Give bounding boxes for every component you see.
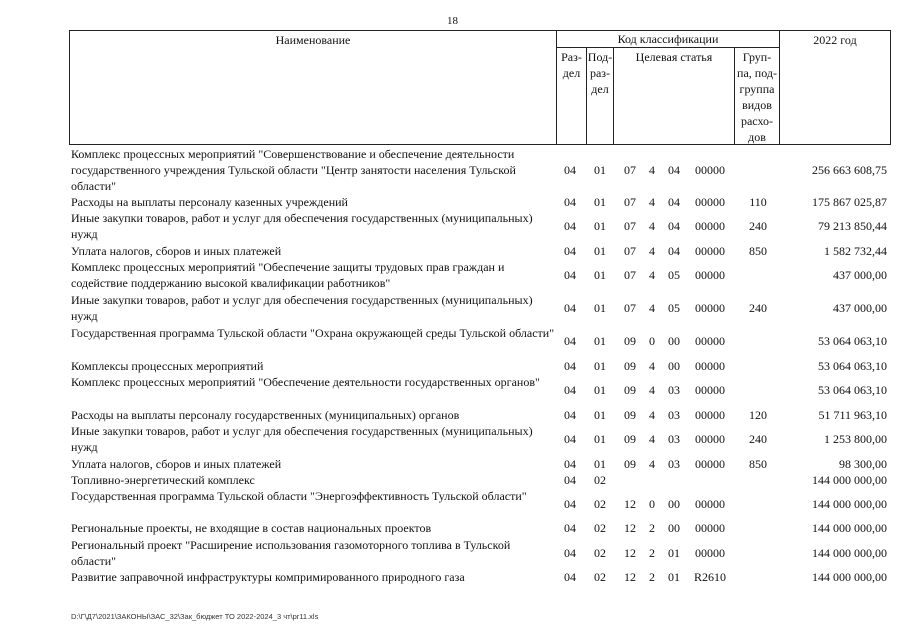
row-name: Иные закупки товаров, работ и услуг для обеспечения государственных (муниципальных) нужд <box>71 293 533 323</box>
row-name: Региональный проект "Расширение использования газомоторного топлива в Тульской области" <box>71 538 511 568</box>
podrazdel-cell: 01 <box>594 301 606 315</box>
target-part4: 00000 <box>695 301 725 315</box>
target-part3: 03 <box>668 432 680 446</box>
row-name: Государственная программа Тульской области "Энергоэффективность Тульской области" <box>71 489 527 503</box>
amount-cell: 144 000 000,00 <box>812 497 887 511</box>
table-row <box>71 537 891 569</box>
target-part4: 00000 <box>695 268 725 282</box>
amount-cell: 437 000,00 <box>833 301 887 315</box>
target-part3: 00 <box>668 521 680 535</box>
row-name: Уплата налогов, сборов и иных платежей <box>71 457 282 471</box>
razdel-cell: 04 <box>564 408 576 422</box>
table-row <box>71 569 891 585</box>
header-name-cell <box>69 30 557 145</box>
target-part2: 4 <box>649 268 655 282</box>
target-part4: 00000 <box>695 359 725 373</box>
header-podrazdel-cell <box>586 47 614 145</box>
razdel-cell: 04 <box>564 383 576 397</box>
podrazdel-cell: 02 <box>594 497 606 511</box>
group-cell: 850 <box>749 457 767 471</box>
header-razdel: Раз- дел <box>561 50 582 80</box>
header-podrazdel: Под- раз- дел <box>587 50 613 96</box>
target-part2: 4 <box>649 408 655 422</box>
target-part2: 4 <box>649 383 655 397</box>
row-name: Комплекс процессных мероприятий "Совершенствование и обеспечение деятельности государственного учреждения Тульской области "Центр занятости населения Тульской области" <box>71 147 516 193</box>
row-name: Уплата налогов, сборов и иных платежей <box>71 244 282 258</box>
target-part4: 00000 <box>695 546 725 560</box>
table-row <box>71 292 891 324</box>
razdel-cell: 04 <box>564 219 576 233</box>
table-row <box>71 374 891 406</box>
header-year-cell <box>779 30 891 145</box>
podrazdel-cell: 02 <box>594 546 606 560</box>
target-part4: 00000 <box>695 163 725 177</box>
target-part2: 2 <box>649 570 655 584</box>
target-part3: 03 <box>668 408 680 422</box>
row-name: Развитие заправочной инфраструктуры компримированного природного газа <box>71 570 465 584</box>
target-part2: 4 <box>649 359 655 373</box>
podrazdel-cell: 01 <box>594 359 606 373</box>
podrazdel-cell: 01 <box>594 163 606 177</box>
amount-cell: 256 663 608,75 <box>812 163 887 177</box>
group-cell: 240 <box>749 301 767 315</box>
podrazdel-cell: 01 <box>594 219 606 233</box>
podrazdel-cell: 01 <box>594 408 606 422</box>
row-name: Расходы на выплаты персоналу казенных учреждений <box>71 195 348 209</box>
group-cell: 850 <box>749 244 767 258</box>
podrazdel-cell: 01 <box>594 244 606 258</box>
target-part4: 00000 <box>695 383 725 397</box>
amount-cell: 144 000 000,00 <box>812 521 887 535</box>
razdel-cell: 04 <box>564 301 576 315</box>
table-row <box>71 146 891 194</box>
table-row <box>71 259 891 291</box>
target-part3: 05 <box>668 301 680 315</box>
table-row <box>71 325 891 357</box>
razdel-cell: 04 <box>564 359 576 373</box>
header-year: 2022 год <box>813 33 857 47</box>
target-part1: 12 <box>624 546 636 560</box>
target-part1: 07 <box>624 163 636 177</box>
target-part4: 00000 <box>695 244 725 258</box>
target-part1: 07 <box>624 219 636 233</box>
target-part1: 07 <box>624 195 636 209</box>
target-part3: 04 <box>668 195 680 209</box>
target-part1: 12 <box>624 570 636 584</box>
podrazdel-cell: 01 <box>594 268 606 282</box>
table-row <box>71 520 891 536</box>
podrazdel-cell: 01 <box>594 334 606 348</box>
target-part3: 01 <box>668 570 680 584</box>
target-part4: 00000 <box>695 457 725 471</box>
target-part4: 00000 <box>695 521 725 535</box>
table-row <box>71 423 891 455</box>
row-name: Региональные проекты, не входящие в состав национальных проектов <box>71 521 432 535</box>
target-part2: 0 <box>649 497 655 511</box>
target-part1: 12 <box>624 521 636 535</box>
razdel-cell: 04 <box>564 570 576 584</box>
group-cell: 240 <box>749 432 767 446</box>
table-row <box>71 358 891 374</box>
target-part1: 09 <box>624 408 636 422</box>
target-part4: 00000 <box>695 219 725 233</box>
amount-cell: 98 300,00 <box>839 457 887 471</box>
target-part2: 2 <box>649 521 655 535</box>
razdel-cell: 04 <box>564 334 576 348</box>
row-name: Топливно-энергетический комплекс <box>71 473 255 487</box>
podrazdel-cell: 01 <box>594 457 606 471</box>
target-part4: 00000 <box>695 432 725 446</box>
table-row <box>71 488 891 520</box>
razdel-cell: 04 <box>564 497 576 511</box>
row-name: Иные закупки товаров, работ и услуг для обеспечения государственных (муниципальных) нужд <box>71 424 533 454</box>
target-part1: 07 <box>624 244 636 258</box>
amount-cell: 53 064 063,10 <box>818 359 887 373</box>
target-part3: 00 <box>668 334 680 348</box>
header-code: Код классификации <box>617 32 719 46</box>
table-row <box>71 407 891 423</box>
target-part2: 2 <box>649 546 655 560</box>
target-part2: 4 <box>649 163 655 177</box>
target-part3: 04 <box>668 163 680 177</box>
row-name: Расходы на выплаты персоналу государственных (муниципальных) органов <box>71 408 460 422</box>
amount-cell: 437 000,00 <box>833 268 887 282</box>
podrazdel-cell: 02 <box>594 570 606 584</box>
target-part3: 04 <box>668 219 680 233</box>
target-part1: 12 <box>624 497 636 511</box>
target-part1: 09 <box>624 334 636 348</box>
target-part2: 4 <box>649 301 655 315</box>
target-part4: R2610 <box>693 570 726 584</box>
amount-cell: 53 064 063,10 <box>818 383 887 397</box>
razdel-cell: 04 <box>564 473 576 487</box>
header-target-cell <box>613 47 735 145</box>
amount-cell: 79 213 850,44 <box>818 219 887 233</box>
razdel-cell: 04 <box>564 521 576 535</box>
target-part4: 00000 <box>695 195 725 209</box>
podrazdel-cell: 01 <box>594 195 606 209</box>
row-name: Комплекс процессных мероприятий "Обеспечение деятельности государственных органов" <box>71 375 540 389</box>
group-cell: 240 <box>749 219 767 233</box>
target-part2: 4 <box>649 457 655 471</box>
amount-cell: 144 000 000,00 <box>812 570 887 584</box>
header-group-cell <box>734 47 780 145</box>
razdel-cell: 04 <box>564 457 576 471</box>
razdel-cell: 04 <box>564 546 576 560</box>
row-name: Комплексы процессных мероприятий <box>71 359 264 373</box>
razdel-cell: 04 <box>564 432 576 446</box>
target-part3: 00 <box>668 497 680 511</box>
target-part2: 4 <box>649 195 655 209</box>
podrazdel-cell: 02 <box>594 521 606 535</box>
razdel-cell: 04 <box>564 268 576 282</box>
amount-cell: 1 253 800,00 <box>824 432 887 446</box>
table-row <box>71 243 891 259</box>
target-part3: 01 <box>668 546 680 560</box>
row-name: Комплекс процессных мероприятий "Обеспечение защиты трудовых прав граждан и содействие поддержанию высокой квалификации работников" <box>71 260 505 290</box>
table-row <box>71 456 891 472</box>
amount-cell: 144 000 000,00 <box>812 546 887 560</box>
target-part1: 07 <box>624 301 636 315</box>
table-row <box>71 472 891 488</box>
target-part3: 03 <box>668 457 680 471</box>
row-name: Иные закупки товаров, работ и услуг для обеспечения государственных (муниципальных) нужд <box>71 211 533 241</box>
target-part1: 09 <box>624 432 636 446</box>
target-part2: 4 <box>649 432 655 446</box>
target-part4: 00000 <box>695 334 725 348</box>
target-part3: 00 <box>668 359 680 373</box>
page-number: 18 <box>447 15 458 27</box>
target-part4: 00000 <box>695 497 725 511</box>
amount-cell: 53 064 063,10 <box>818 334 887 348</box>
group-cell: 110 <box>749 195 767 209</box>
target-part2: 4 <box>649 219 655 233</box>
target-part3: 04 <box>668 244 680 258</box>
razdel-cell: 04 <box>564 195 576 209</box>
footer-file-path: D:\Г\Д7\2021\ЗАКОНЫ\ЗАС_32\Зак_бюджет ТО 2022-2024_3 чт\pr11.xls <box>71 612 319 621</box>
razdel-cell: 04 <box>564 244 576 258</box>
amount-cell: 1 582 732,44 <box>824 244 887 258</box>
header-target: Целевая статья <box>635 50 713 64</box>
target-part3: 05 <box>668 268 680 282</box>
header-razdel-cell <box>556 47 587 145</box>
target-part2: 4 <box>649 244 655 258</box>
razdel-cell: 04 <box>564 163 576 177</box>
header-group: Груп- па, под- группа видов расхо- дов <box>737 50 777 144</box>
amount-cell: 51 711 963,10 <box>818 408 887 422</box>
podrazdel-cell: 01 <box>594 432 606 446</box>
amount-cell: 144 000 000,00 <box>812 473 887 487</box>
target-part3: 03 <box>668 383 680 397</box>
amount-cell: 175 867 025,87 <box>812 195 887 209</box>
table-row <box>71 194 891 210</box>
target-part4: 00000 <box>695 408 725 422</box>
target-part1: 09 <box>624 359 636 373</box>
podrazdel-cell: 01 <box>594 383 606 397</box>
header-code-cell <box>556 30 780 48</box>
table-row <box>71 210 891 242</box>
target-part2: 0 <box>649 334 655 348</box>
podrazdel-cell: 02 <box>594 473 606 487</box>
header-name: Наименование <box>275 33 351 47</box>
row-name: Государственная программа Тульской области "Охрана окружающей среды Тульской области" <box>71 326 555 340</box>
target-part1: 09 <box>624 457 636 471</box>
group-cell: 120 <box>749 408 767 422</box>
target-part1: 09 <box>624 383 636 397</box>
target-part1: 07 <box>624 268 636 282</box>
